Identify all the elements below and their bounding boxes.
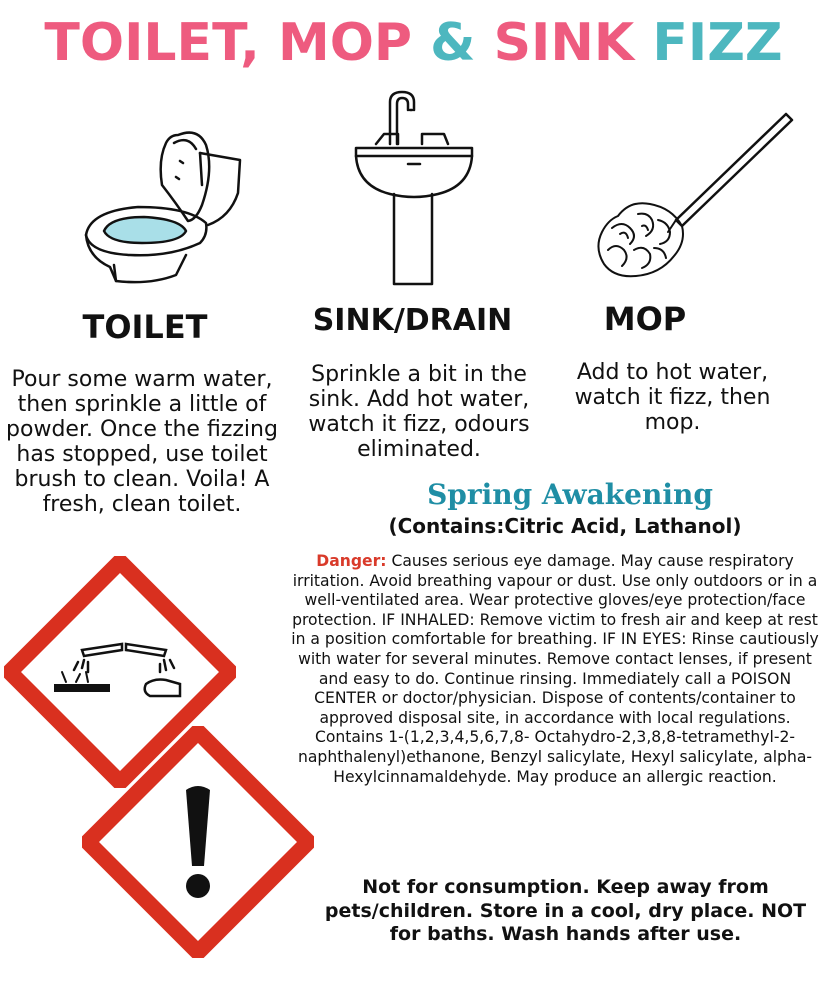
title-part-ampersand: &: [430, 13, 494, 73]
title-part-toilet-mop: TOILET, MOP: [44, 13, 431, 73]
danger-text: Causes serious eye damage. May cause respiratory irritation. Avoid breathing vapour or dust. Use only outdoors or in a well-ventilated area. Wear protective gloves/eye protection/face protection. IF INHALED: Remove victim to fresh air and keep at rest in a position comfortable for breathing. IF IN EYES: Rinse cautiously with water for several minutes. Remove contact lenses, if present and easy to do. Continue rinsing. Immediately call a POISON CENTER or doctor/physician. Dispose of contents/container to approved disposal site, in accordance with local regulations. Contains 1-(1,2,3,4,5,6,7,8- Octahydro-2,3,8,8-tetramethyl-2-naphthalenyl)ethanone, Benzyl salicylate, Hexyl salicylate, alpha-Hexylcinnamaldehyde. May produce an allergic reaction.: [291, 552, 819, 786]
toilet-icon: [80, 125, 250, 285]
title-part-sink: SINK: [493, 13, 653, 73]
sink-drain-instructions: Sprinkle a bit in the sink. Add hot water, watch it fizz, odours eliminated.: [308, 362, 530, 462]
mop-heading: MOP: [603, 300, 687, 338]
toilet-heading: TOILET: [82, 308, 208, 346]
mop-icon: [590, 108, 795, 288]
danger-label: Danger:: [316, 552, 387, 570]
toilet-instructions: Pour some warm water, then sprinkle a little of powder. Once the fizzing has stopped, use toilet brush to clean. Voila! A fresh, clean toilet.: [6, 367, 278, 517]
product-ingredients: (Contains:Citric Acid, Lathanol): [388, 514, 742, 538]
sink-drain-heading: SINK/DRAIN: [312, 303, 513, 338]
exclamation-pictogram: [82, 726, 314, 958]
safety-footer: Not for consumption. Keep away from pets/children. Store in a cool, dry place. NOT for baths. Wash hands after use.: [324, 876, 807, 945]
page-title: [0, 8, 827, 78]
title-part-fizz: FIZZ: [652, 13, 783, 73]
danger-warning: [290, 552, 820, 787]
mop-instructions: Add to hot water, watch it fizz, then mop.: [574, 360, 771, 435]
sink-icon: [352, 88, 476, 288]
product-name: Spring Awakening: [427, 478, 713, 511]
